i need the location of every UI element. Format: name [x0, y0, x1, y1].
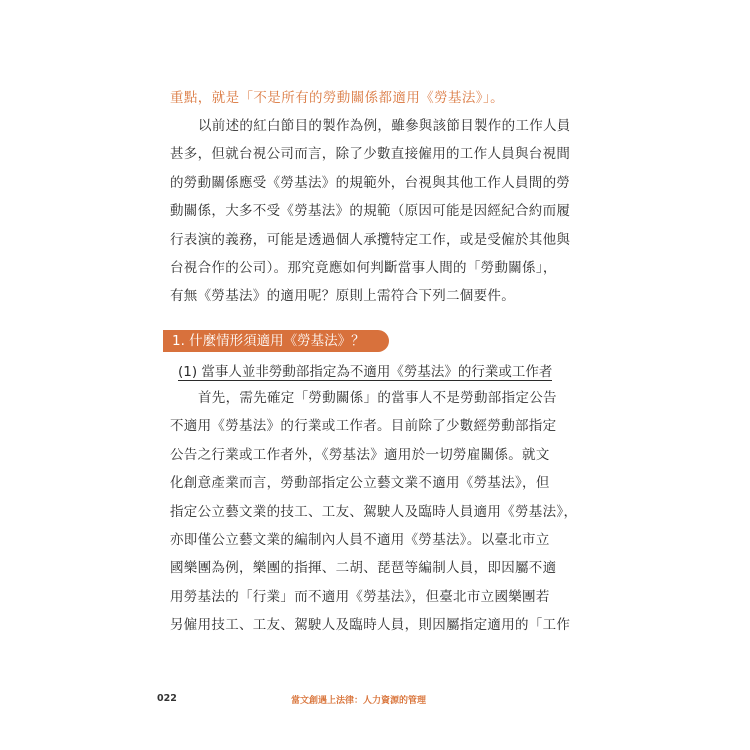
running-footer-title: 當文創遇上法律：人力資源的管理 — [291, 696, 427, 706]
paragraph-1-line: 有無《勞基法》的適用呢？原則上需符合下列二個要件。 — [170, 288, 515, 305]
paragraph-2 — [170, 384, 578, 640]
paragraph-1-line: 行表演的義務，可能是透過個人承攬特定工作，或是受僱於其他與 — [170, 231, 571, 248]
paragraph-1-line: 的勞動關係應受《勞基法》的規範外，台視與其他工作人員間的勞 — [170, 174, 571, 191]
paragraph-1-line: 以前述的紅白節目的製作為例，雖參與該節目製作的工作人員 — [198, 118, 571, 134]
paragraph-1 — [170, 112, 570, 311]
subheading-underline — [178, 380, 552, 381]
paragraph-2-line: 用勞基法的「行業」而不適用《勞基法》，但臺北市立國樂團若 — [170, 588, 550, 605]
subheading: (1) 當事人並非勞動部指定為不適用《勞基法》的行業或工作者 — [178, 364, 553, 380]
page-number: 022 — [157, 693, 177, 704]
paragraph-1-line: 動關係，大多不受《勞基法》的規範（原因可能是因經紀合約而履 — [170, 203, 571, 220]
paragraph-2-line: 化創意產業而言，勞動部指定公立藝文業不適用《勞基法》，但 — [170, 475, 550, 492]
paragraph-2-line: 不適用《勞基法》的行業或工作者。目前除了少數經勞動部指定 — [170, 418, 557, 435]
paragraph-1-line: 甚多，但就台視公司而言，除了少數直接僱用的工作人員與台視間 — [170, 146, 571, 163]
paragraph-2-line: 指定公立藝文業的技工、工友、駕駛人及臨時人員適用《勞基法》， — [170, 503, 578, 520]
paragraph-2-line: 首先，需先確定「勞動關係」的當事人不是勞動部指定公告 — [198, 390, 557, 406]
paragraph-2-line: 公告之行業或工作者外，《勞基法》適用於一切勞雇關係。就文 — [170, 446, 550, 463]
paragraph-2-line: 另僱用技工、工友、駕駛人及臨時人員，則因屬指定適用的「工作 — [170, 617, 571, 634]
paragraph-2-line: 國樂團為例，樂團的指揮、二胡、琵琶等編制人員，即因屬不適 — [170, 560, 557, 577]
highlight-sentence: 重點，就是「不是所有的勞動關係都適用《勞基法》」。 — [170, 90, 504, 106]
paragraph-1-line: 台視合作的公司）。那究竟應如何判斷當事人間的「勞動關係」， — [170, 259, 557, 276]
section-heading: 1. 什麼情形須適用《勞基法》？ — [163, 330, 389, 352]
paragraph-2-line: 亦即僅公立藝文業的編制內人員不適用《勞基法》。以臺北市立 — [170, 531, 550, 548]
